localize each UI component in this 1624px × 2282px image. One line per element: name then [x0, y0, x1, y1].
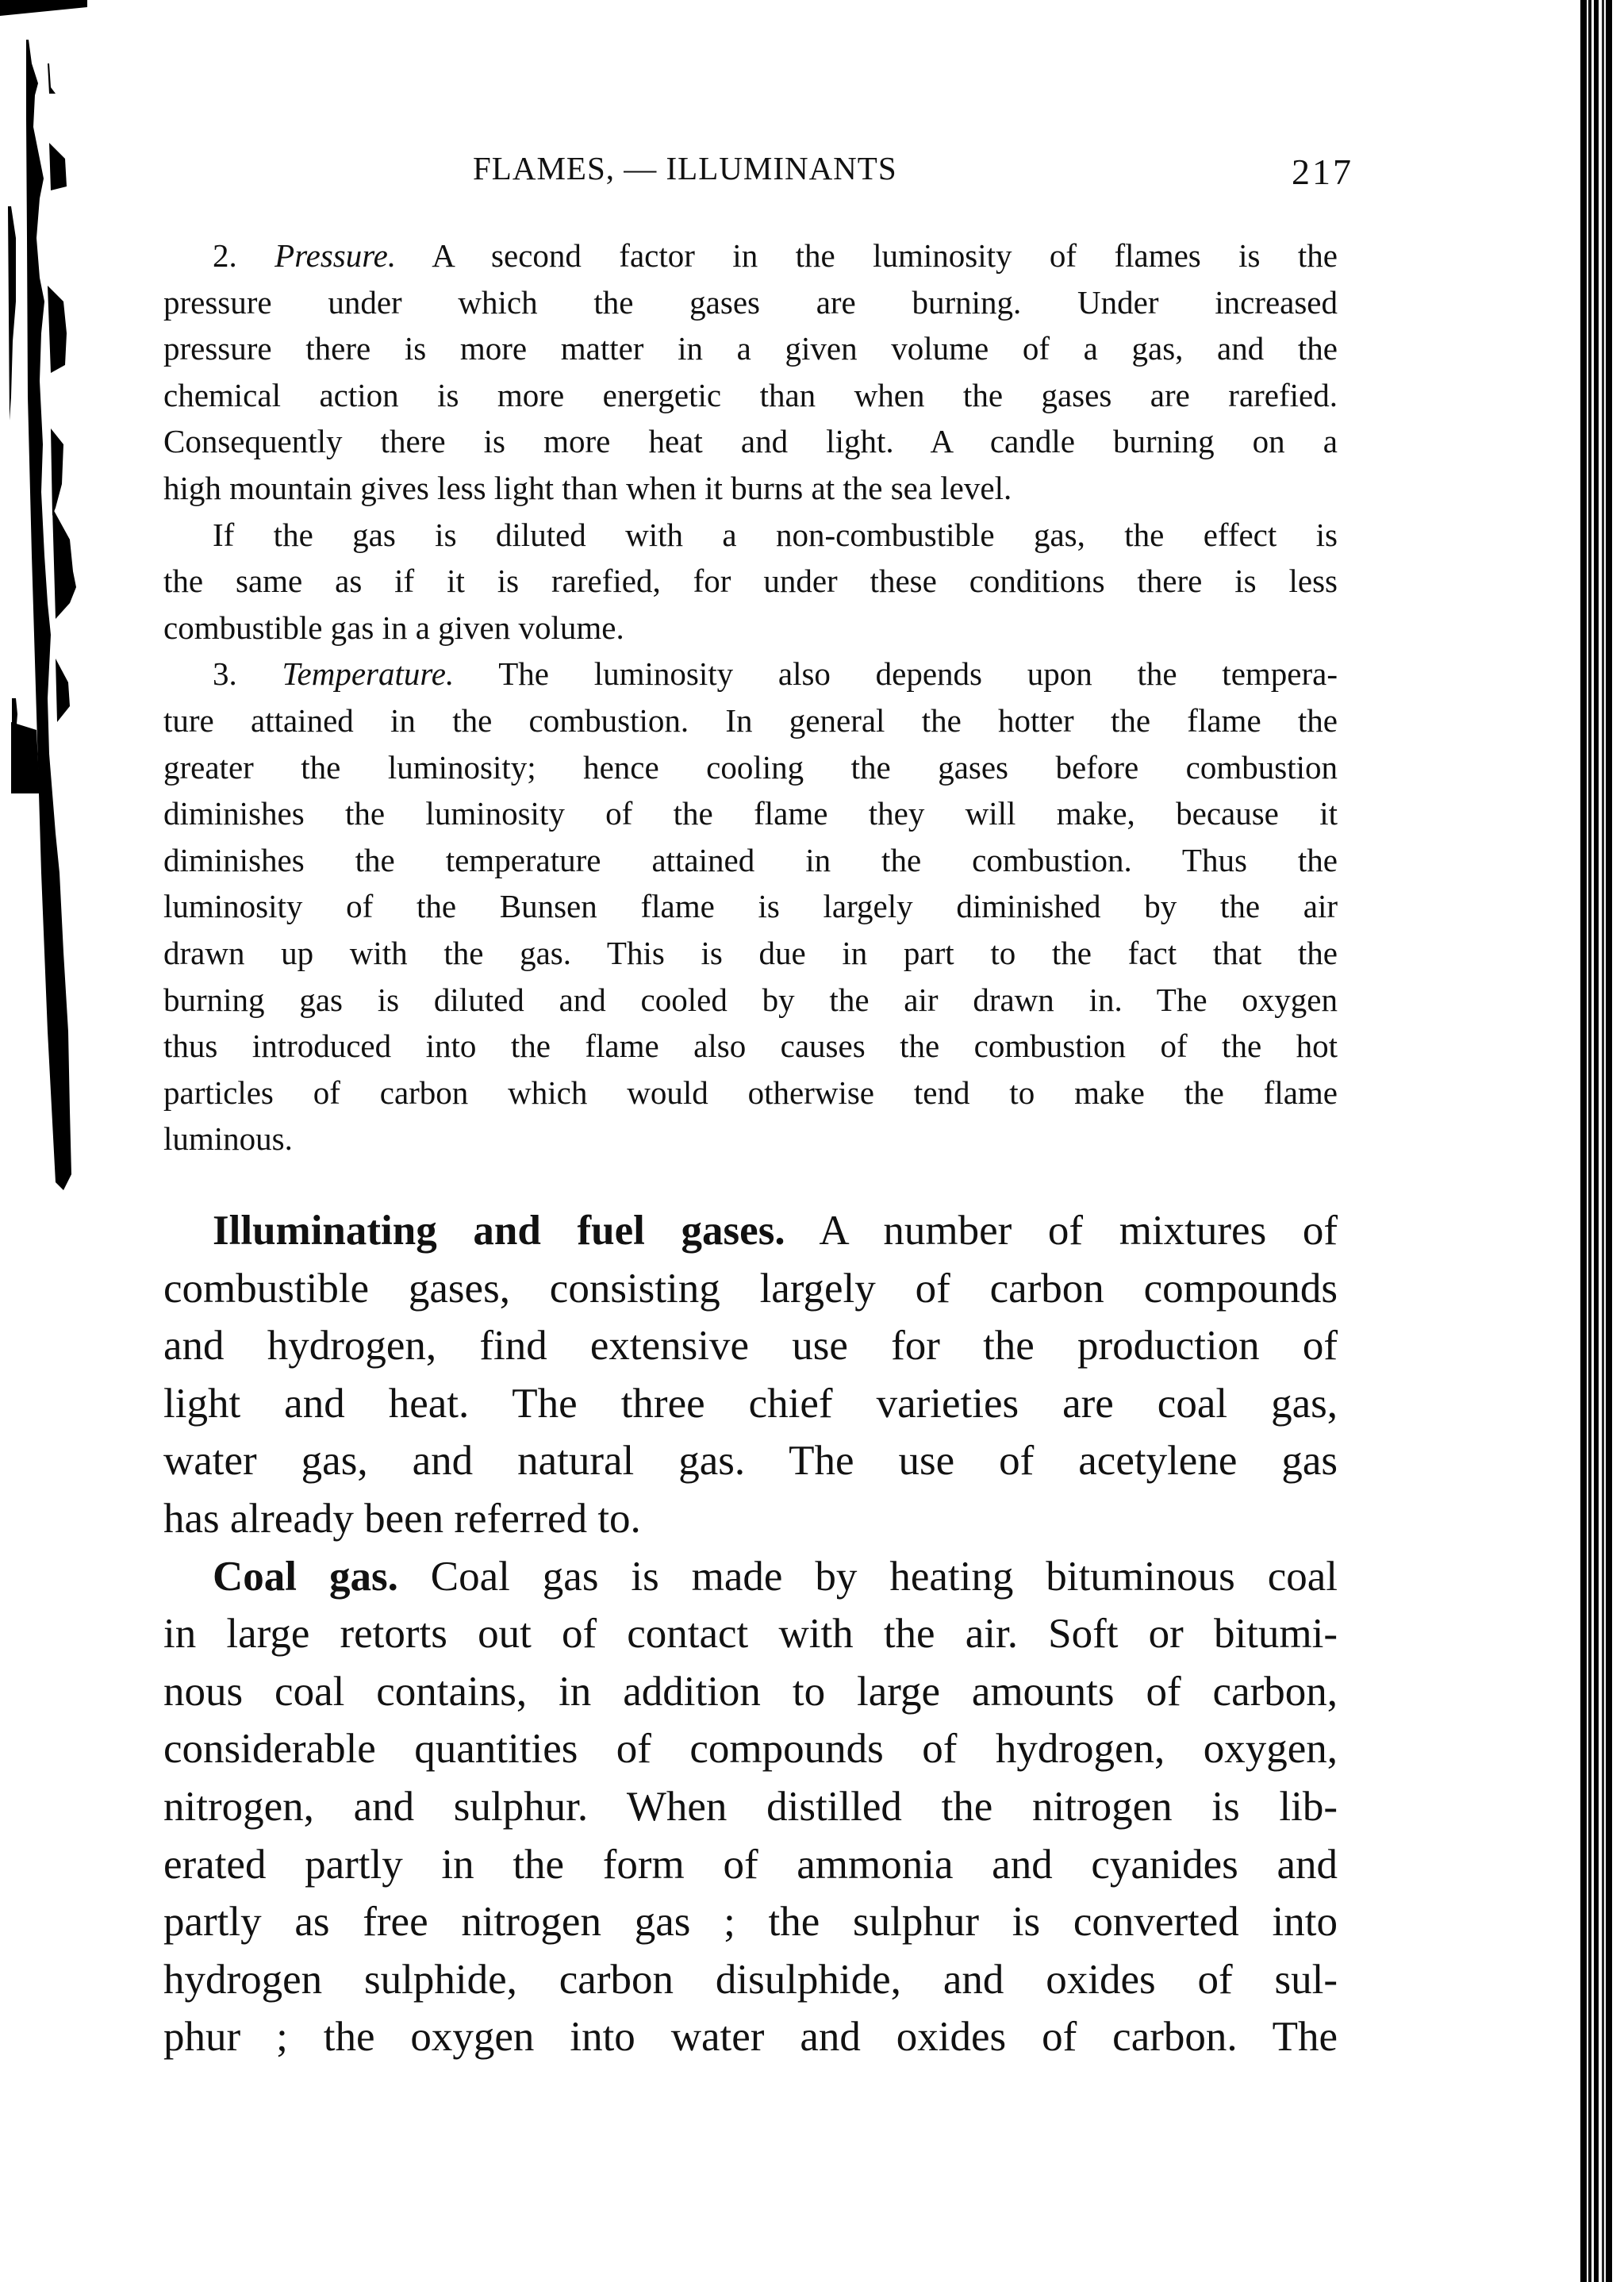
section-heading-coal-gas: Coal gas.: [213, 1553, 398, 1600]
paragraph-temperature: 3. Temperature. The luminosity also depends upon the tempera- ture attained in the combustion. In general the hotter the flame the greater the luminosity; hence cooling the gases before combustion diminishes the luminosity of the flame they will make, because it diminishes the temperature attained in the combustion. Thus the luminosity of the Bunsen flame is largely diminished by the air drawn up with the gas. This is due in part to the fact that the burning gas is diluted and cooled by the air drawn in. The oxygen thus introduced into the flame also causes the combustion of the hot particles of carbon which would otherwise tend to make the flame luminous.: [163, 655, 1338, 1158]
large-print-block: [163, 1202, 1338, 2066]
paragraph-illuminating-gases: Illuminating and fuel gases. A number of mixtures of combustible gases, consisting largely of carbon compounds and hydrogen, find extensive use for the production of light and heat. The three chief varieties are coal gas, water gas, and natural gas. The use of acetylene gas has already been referred to.: [163, 1208, 1338, 1542]
paragraph-coal-gas: Coal gas. Coal gas is made by heating bituminous coal in large retorts out of contact with the air. Soft or bitumi- nous coal contains, in addition to large amounts of carbon, considerable quantities of compounds of hydrogen, oxygen, nitrogen, and sulphur. When distilled the nitrogen is lib- erated partly in the form of ammonia and cyanides and partly as free nitrogen gas ; the sulphur is converted into hydrogen sulphide, carbon disulphide, and oxides of sul- phur ; the oxygen into water and oxides of carbon. The: [163, 1553, 1338, 2061]
binding-shadow: [0, 0, 87, 2282]
section-heading-temperature: Temperature.: [282, 655, 455, 693]
page-number: 217: [1292, 152, 1353, 192]
section-heading-illuminating-gases: Illuminating and fuel gases.: [213, 1208, 785, 1254]
page-edge-stripes: [1580, 0, 1624, 2282]
paragraph-pressure: 2. Pressure. A second factor in the luminosity of flames is the pressure under which the gases are burning. Under increased pressure there is more matter in a given volume of a gas, and the chemical action is more energetic than when the gases are rarefied. Consequently there is more heat and light. A candle burning on a high mountain gives less light than when it burns at the sea level.: [163, 237, 1338, 506]
section-number: 2.: [213, 237, 237, 274]
section-number: 3.: [213, 655, 237, 693]
section-heading-pressure: Pressure.: [275, 237, 397, 274]
paragraph-dilution: If the gas is diluted with a non-combustible gas, the effect is the same as if it is rarefied, for under these conditions there is less combustible gas in a given volume.: [163, 516, 1338, 646]
running-head: [473, 149, 1353, 197]
small-print-block: [163, 232, 1338, 1162]
running-head-title: FLAMES, — ILLUMINANTS: [473, 150, 897, 186]
